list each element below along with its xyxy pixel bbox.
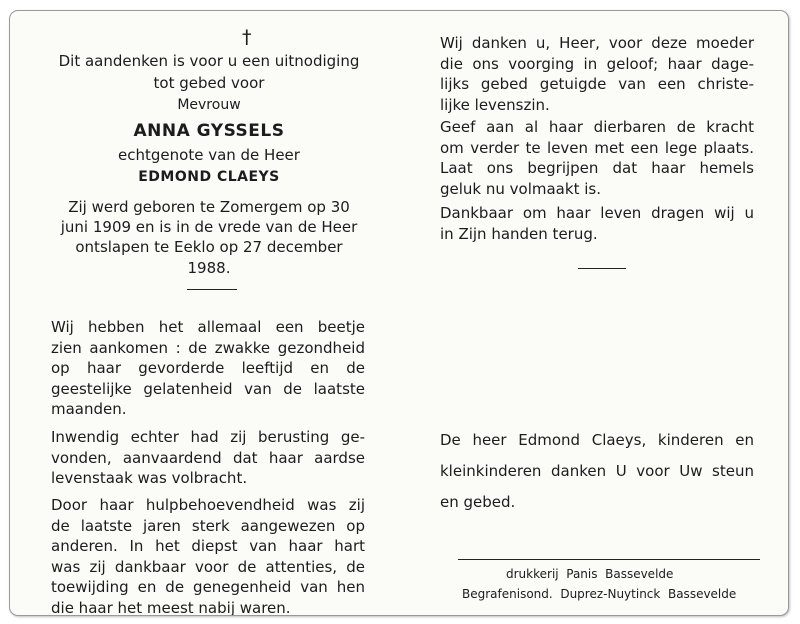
text-line: en gebed. xyxy=(440,493,516,511)
text-line: maanden. xyxy=(51,400,127,418)
birth-line: 1988. xyxy=(187,259,231,277)
right-paragraph-2 xyxy=(440,117,754,199)
printer-line: drukkerij Panis Bassevelde xyxy=(506,567,674,581)
text-line: geestelijke gelatenheid van de laatste xyxy=(51,379,365,398)
title-mevrouw: Mevrouw xyxy=(177,97,241,113)
text-line: toewijding en de genegenheid van hen xyxy=(51,578,365,596)
thanks-paragraph xyxy=(440,425,754,518)
text-line: Geef aan al haar dierbaren de kracht xyxy=(440,118,754,136)
text-line: levenstaak was volbracht. xyxy=(51,469,248,487)
printer-line: Begrafenisond. Duprez-Nuytinck Bassevelde xyxy=(462,587,737,601)
text-line: anderen. In het diepst van haar hart xyxy=(51,537,365,555)
text-line: geluk nu volmaakt is. xyxy=(440,179,601,198)
text-line: in Zijn handen terug. xyxy=(440,224,598,243)
text-line: Wij hebben het allemaal een beetje xyxy=(51,318,365,336)
spouse-name: EDMOND CLAEYS xyxy=(138,169,280,185)
text-line: Door haar hulpbehoevendheid was zij xyxy=(51,496,365,514)
text-line: kleinkinderen danken U voor Uw steun xyxy=(440,462,754,480)
memorial-card xyxy=(9,10,789,616)
intro-line: tot gebed voor xyxy=(153,74,265,92)
text-line: om verder te leven met een lege plaats. xyxy=(440,138,754,157)
right-paragraph-3 xyxy=(440,203,754,244)
birth-line: Zij werd geboren te Zomergem op 30 xyxy=(68,198,350,216)
text-line: op haar gevorderde leeftijd en de xyxy=(51,359,365,377)
text-line: Dankbaar om haar leven dragen wij u xyxy=(440,204,754,222)
cross-icon: † xyxy=(242,26,252,48)
left-paragraph-2 xyxy=(51,427,365,489)
text-line: lijks gebed getuigde van een christe- xyxy=(440,75,754,93)
right-paragraph-1 xyxy=(440,33,754,115)
left-paragraph-1 xyxy=(51,317,365,420)
text-line: vonden, aanvaardend dat haar aardse xyxy=(51,448,365,467)
printer-rule xyxy=(458,559,760,560)
text-line: die ons voorging in geloof; haar dage- xyxy=(440,54,754,73)
spouse-intro: echtgenote van de Heer xyxy=(118,146,300,164)
text-line: was zij dankbaar voor de attenties, de xyxy=(51,557,365,576)
text-line: de laatste jaren sterk aangewezen op xyxy=(51,516,365,535)
text-line: De heer Edmond Claeys, kinderen en xyxy=(440,431,754,449)
birth-line: ontslapen te Eeklo op 27 december xyxy=(75,238,343,256)
birth-line: juni 1909 en is in de vrede van de Heer xyxy=(60,218,358,236)
separator-dash xyxy=(187,289,237,290)
intro-line: Dit aandenken is voor u een uitnodiging xyxy=(58,52,360,70)
text-line: die haar het meest nabij waren. xyxy=(51,598,291,616)
text-line: zien aankomen : de zwakke gezondheid xyxy=(51,338,365,357)
text-line: Wij danken u, Heer, voor deze moeder xyxy=(440,34,754,52)
deceased-name: ANNA GYSSELS xyxy=(133,121,285,141)
separator-dash xyxy=(578,268,626,269)
text-line: lijke levenszin. xyxy=(440,95,550,114)
text-line: Inwendig echter had zij berusting ge- xyxy=(51,428,365,446)
text-line: Laat ons begrijpen dat haar hemels xyxy=(440,159,754,177)
left-paragraph-3 xyxy=(51,495,365,616)
